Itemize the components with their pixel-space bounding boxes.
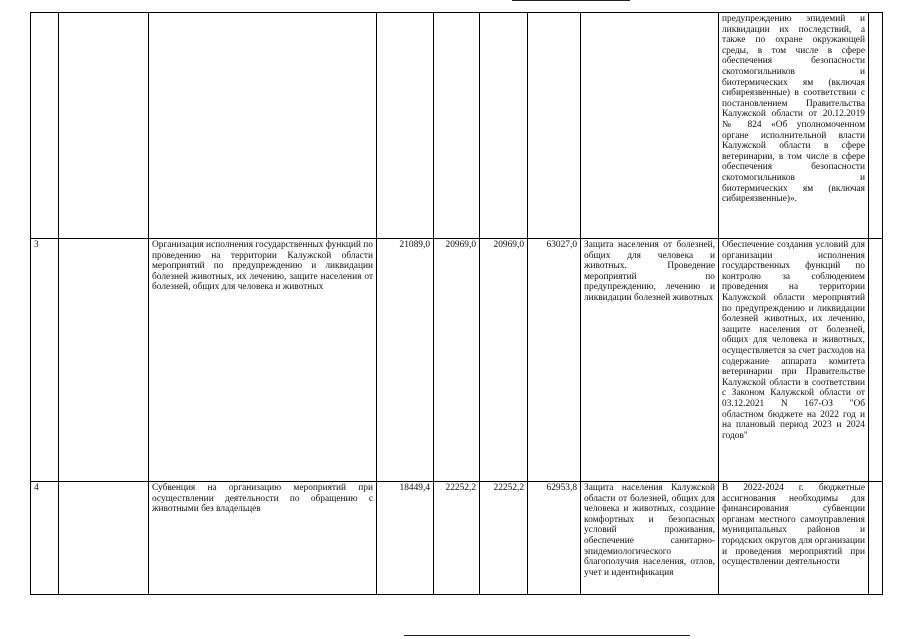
justification: предупреждению эпидемий и ликвидации их последствий, а также по охране окружающей среды, в том числе в сфере обеспечения безопасности скотомогильников и биотермических ям (включая сибиреязвенные) в соответствии с постановлением Правительства Калужской области от 20.12.2019 № 824 «Об уполномоченном органе исполнительной власти Калужской области в сфере ветеринарии, в том числе в сфере обеспечения безопасности скотомогильников и биотермических ям (включая сибиреязвенные)». [719, 13, 869, 239]
row-number: 3 [31, 239, 59, 482]
table-row [31, 13, 883, 239]
table-row [31, 239, 883, 482]
value-year-3 [480, 13, 528, 239]
row-number: 4 [31, 482, 59, 595]
value-year-1 [377, 13, 434, 239]
expected-result: Защита населения от болезней, общих для человека и животных. Проведение мероприятий по предупреждению, лечению и ликвидации болезней животных [581, 239, 719, 482]
value-total: 63027,0 [528, 239, 581, 482]
bottom-page-line [404, 635, 690, 636]
expected-result: Защита населения Калужской области от болезней, общих для человека и животных, создание комфортных и безопасных условий проживания, обеспечение санитарно-эпидемиологического благополучия населения, отлов, учет и идентификация [581, 482, 719, 595]
empty-cell [869, 13, 883, 239]
budget-table [30, 12, 883, 595]
row-number [31, 13, 59, 239]
value-year-3: 22252,2 [480, 482, 528, 595]
value-year-2: 22252,2 [434, 482, 480, 595]
empty-cell [869, 482, 883, 595]
measure-name: Субвенция на организацию мероприятий при осуществлении деятельности по обращению с животными без владельцев [149, 482, 377, 595]
empty-cell [59, 239, 149, 482]
table-row [31, 482, 883, 595]
value-year-2: 20969,0 [434, 239, 480, 482]
empty-cell [59, 13, 149, 239]
value-total: 62953,8 [528, 482, 581, 595]
measure-name [149, 13, 377, 239]
value-year-1: 18449,4 [377, 482, 434, 595]
empty-cell [59, 482, 149, 595]
top-page-line [512, 0, 630, 1]
measure-name: Организация исполнения государственных функций по проведению на территории Калужской области мероприятий по предупреждению и ликвидации болезней животных, их лечению, защите населения от болезней, общих для человека и животных [149, 239, 377, 482]
value-year-1: 21089,0 [377, 239, 434, 482]
value-year-3: 20969,0 [480, 239, 528, 482]
value-total [528, 13, 581, 239]
value-year-2 [434, 13, 480, 239]
expected-result [581, 13, 719, 239]
empty-cell [869, 239, 883, 482]
justification: Обеспечение создания условий для организации исполнения государственных функций по контролю за соблюдением проведения на территории Калужской области мероприятий по предупреждению и ликвидации болезней животных, их лечению, защите населения от болезней, общих для человека и животных, осуществляется за счет расходов на содержание аппарата комитета ветеринарии при Правительстве Калужской области в соответствии с Законом Калужской области от 03.12.2021 N 167-ОЗ "Об областном бюджете на 2022 год и на плановый период 2023 и 2024 годов" [719, 239, 869, 482]
justification: В 2022-2024 г. бюджетные ассигнования необходимы для финансирования субвенции органам местного самоуправления муниципальных районов и городских округов для организации и проведения мероприятий при осуществлении деятельности [719, 482, 869, 595]
